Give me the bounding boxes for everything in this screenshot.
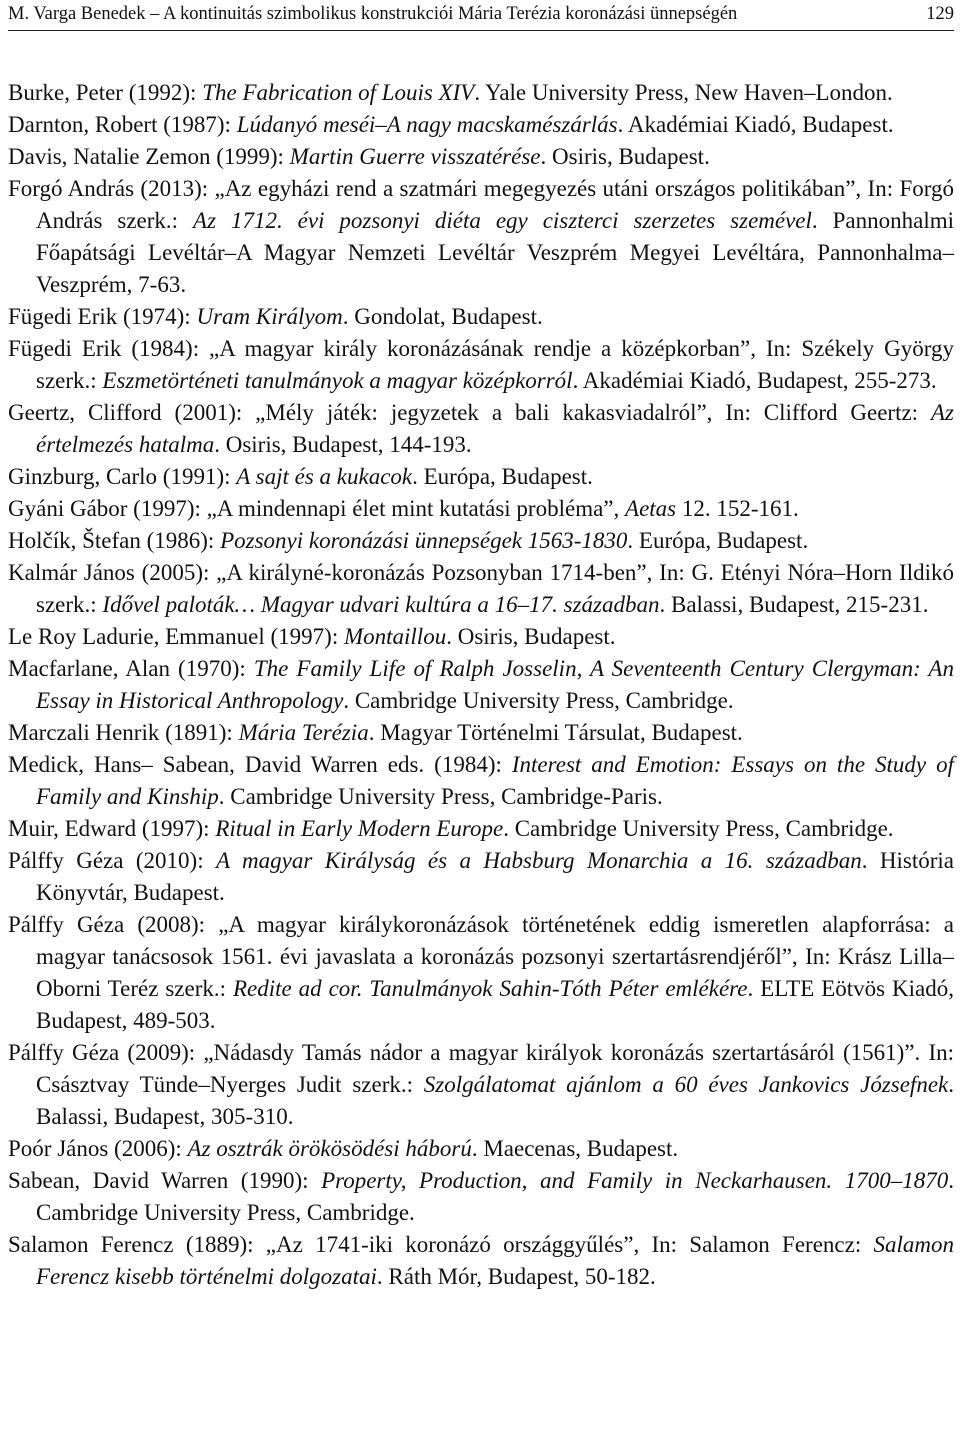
reference-text: . Akadémiai Kiadó, Budapest. xyxy=(617,112,894,137)
reference-text: . Európa, Budapest. xyxy=(412,464,593,489)
reference-text: Le Roy Ladurie, Emmanuel (1997): xyxy=(8,624,344,649)
reference-entry xyxy=(8,301,954,333)
reference-text: Geertz, Clifford (2001): „Mély játék: jegyzetek a bali kakasviadalról”, In: Clifford Geertz: xyxy=(8,400,931,425)
reference-title: Ritual in Early Modern Europe xyxy=(215,816,504,841)
reference-text: Macfarlane, Alan (1970): xyxy=(8,656,254,681)
reference-text: . Balassi, Budapest, 305-310. xyxy=(36,1072,954,1129)
reference-entry xyxy=(8,109,954,141)
reference-text: . Osiris, Budapest. xyxy=(446,624,616,649)
reference-text: . Osiris, Budapest. xyxy=(540,144,710,169)
reference-entry xyxy=(8,717,954,749)
reference-text: . Cambridge University Press, Cambridge. xyxy=(343,688,734,713)
reference-title: Az értelmezés hatalma xyxy=(36,400,954,457)
reference-text: Kalmár János (2005): „A királyné-koronázás Pozsonyban 1714-ben”, In: G. Etényi Nóra–Horn Ildikó szerk.: xyxy=(8,560,954,617)
reference-text: . Balassi, Budapest, 215-231. xyxy=(659,592,929,617)
reference-text: . Osiris, Budapest, 144-193. xyxy=(214,432,472,457)
reference-text: 12. 152-161. xyxy=(676,496,799,521)
reference-title: The Fabrication of Louis XIV xyxy=(202,80,475,105)
reference-text: Gyáni Gábor (1997): „A mindennapi élet mint kutatási probléma”, xyxy=(8,496,626,521)
reference-entry xyxy=(8,333,954,397)
reference-text: . Maecenas, Budapest. xyxy=(471,1136,679,1161)
reference-title: Szolgálatomat ajánlom a 60 éves Jankovics Józsefnek xyxy=(423,1072,949,1097)
reference-text: Medick, Hans– Sabean, David Warren eds. (1984): xyxy=(8,752,512,777)
reference-text: . Magyar Történelmi Társulat, Budapest. xyxy=(368,720,743,745)
reference-title: Az 1712. évi pozsonyi diéta egy ciszterci szerzetes szemével xyxy=(193,208,812,233)
reference-title: A sajt és a kukacok xyxy=(236,464,413,489)
reference-title: Salamon Ferencz kisebb történelmi dolgozatai xyxy=(36,1232,954,1289)
reference-title: Interest and Emotion: Essays on the Study of Family and Kinship xyxy=(36,752,954,809)
reference-title: Martin Guerre visszatérése xyxy=(289,144,541,169)
reference-entry xyxy=(8,1165,954,1229)
reference-title: Lúdanyó meséi–A nagy macskamészárlás xyxy=(236,112,618,137)
reference-entry xyxy=(8,557,954,621)
reference-text: Fügedi Erik (1974): xyxy=(8,304,197,329)
reference-title: Aetas xyxy=(625,496,677,521)
reference-text: . Cambridge University Press, Cambridge. xyxy=(503,816,894,841)
reference-entry xyxy=(8,1229,954,1293)
reference-text: Pálffy Géza (2008): „A magyar királykoronázások történetének eddig ismeretlen alapforrása: a magyar tanácsosok 1561. évi javaslata a koronázás pozsonyi szertartásrendjéről”, In: Krász Lilla–Oborni Teréz szerk.: xyxy=(8,912,954,1001)
reference-entry xyxy=(8,653,954,717)
reference-text: Forgó András (2013): „Az egyházi rend a szatmári megegyezés utáni országos politikában”, In: Forgó András szerk.: xyxy=(8,176,954,233)
reference-entry xyxy=(8,397,954,461)
reference-entry xyxy=(8,749,954,813)
reference-text: . Yale University Press, New Haven–London. xyxy=(474,80,893,105)
reference-title: Mária Terézia xyxy=(238,720,369,745)
reference-text: . Akadémiai Kiadó, Budapest, 255-273. xyxy=(572,368,937,393)
reference-text: Pálffy Géza (2010): xyxy=(8,848,216,873)
reference-text: . ELTE Eötvös Kiadó, Budapest, 489-503. xyxy=(36,976,955,1033)
reference-entry xyxy=(8,621,954,653)
reference-list xyxy=(8,77,954,1293)
reference-text: . Cambridge University Press, Cambridge. xyxy=(36,1168,954,1225)
reference-text: Fügedi Erik (1984): „A magyar király koronázásának rendje a középkorban”, In: Székely György szerk.: xyxy=(8,336,954,393)
reference-entry xyxy=(8,141,954,173)
reference-entry xyxy=(8,493,954,525)
reference-text: . Ráth Mór, Budapest, 50-182. xyxy=(376,1264,656,1289)
running-header-title: M. Varga Benedek – A kontinuitás szimbolikus konstrukciói Mária Terézia koronázási ünnepségén xyxy=(8,4,738,24)
page-number: 129 xyxy=(926,4,954,24)
reference-text: Davis, Natalie Zemon (1999): xyxy=(8,144,290,169)
reference-title: Eszmetörténeti tanulmányok a magyar középkorról xyxy=(102,368,573,393)
reference-title: Redite ad cor. Tanulmányok Sahin-Tóth Péter emlékére xyxy=(232,976,748,1001)
reference-entry xyxy=(8,813,954,845)
reference-entry xyxy=(8,461,954,493)
reference-entry xyxy=(8,77,954,109)
running-header xyxy=(8,0,954,31)
reference-title: Az osztrák örökösödési háború xyxy=(187,1136,472,1161)
reference-entry xyxy=(8,173,954,301)
reference-title: The Family Life of Ralph Josselin, A Seventeenth Century Clergyman: An Essay in Historical Anthropology xyxy=(36,656,954,713)
reference-entry xyxy=(8,909,954,1037)
reference-text: Darnton, Robert (1987): xyxy=(8,112,237,137)
reference-text: . Gondolat, Budapest. xyxy=(342,304,543,329)
reference-text: Pálffy Géza (2009): „Nádasdy Tamás nádor a magyar királyok koronázás szertartásáról (1561)”. In: Császtvay Tünde–Nyerges Judit szerk.: xyxy=(8,1040,954,1097)
reference-text: . História Könyvtár, Budapest. xyxy=(36,848,954,905)
reference-entry xyxy=(8,525,954,557)
reference-title: Pozsonyi koronázási ünnepségek 1563-1830 xyxy=(220,528,628,553)
reference-text: Ginzburg, Carlo (1991): xyxy=(8,464,237,489)
reference-text: Poór János (2006): xyxy=(8,1136,188,1161)
reference-text: . Cambridge University Press, Cambridge-Paris. xyxy=(218,784,663,809)
reference-text: Marczali Henrik (1891): xyxy=(8,720,239,745)
reference-text: Burke, Peter (1992): xyxy=(8,80,203,105)
reference-text: Muir, Edward (1997): xyxy=(8,816,216,841)
reference-title: Uram Királyom xyxy=(196,304,343,329)
reference-entry xyxy=(8,1133,954,1165)
reference-entry xyxy=(8,1037,954,1133)
reference-title: Property, Production, and Family in Neckarhausen. 1700–1870 xyxy=(321,1168,949,1193)
reference-title: Idővel paloták… Magyar udvari kultúra a 16–17. században xyxy=(102,592,660,617)
reference-title: A magyar Királyság és a Habsburg Monarchia a 16. században xyxy=(216,848,862,873)
reference-text: Sabean, David Warren (1990): xyxy=(8,1168,322,1193)
reference-entry xyxy=(8,845,954,909)
reference-title: Montaillou xyxy=(343,624,447,649)
reference-text: . Pannonhalmi Főapátsági Levéltár–A Magyar Nemzeti Levéltár Veszprém Megyei Levéltára, Pannonhalma–Veszprém, 7-63. xyxy=(36,208,954,297)
reference-text: Salamon Ferencz (1889): „Az 1741-iki koronázó országgyűlés”, In: Salamon Ferencz: xyxy=(8,1232,874,1257)
reference-text: . Európa, Budapest. xyxy=(627,528,809,553)
reference-text: Holčík, Štefan (1986): xyxy=(8,528,221,553)
